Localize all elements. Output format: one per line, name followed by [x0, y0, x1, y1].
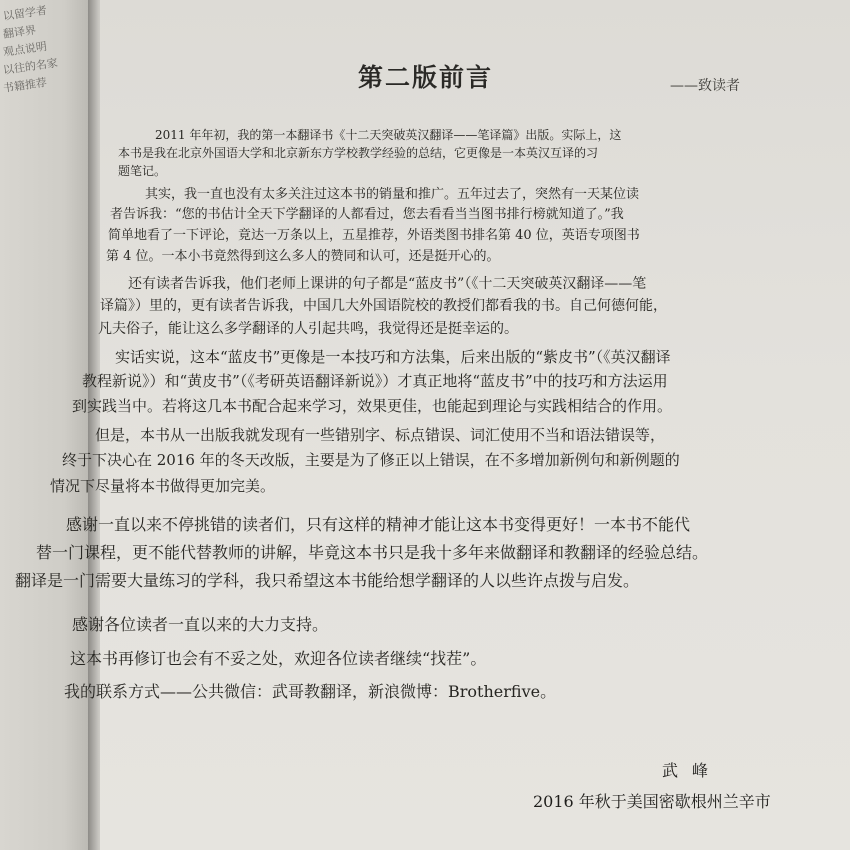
paragraph-line: 到实践当中。若将这几本书配合起来学习，效果更佳，也能起到理论与实践相结合的作用。 [72, 397, 673, 415]
paragraph-line: 还有读者告诉我，他们老师上课讲的句子都是“蓝皮书”（《十二天突破英汉翻译——笔 [128, 276, 647, 292]
previous-page [0, 0, 92, 850]
paragraph-line: 但是，本书从一出版我就发现有一些错别字、标点错误、词汇使用不当和语法错误等， [95, 426, 666, 444]
previous-page-text: 书籍推荐 [2, 75, 48, 95]
page-title: 第二版前言 [358, 63, 494, 92]
paragraph-line: 终于下决心在 2016 年的冬天改版，主要是为了修正以上错误，在不多增加新例句和新例题的 [62, 451, 680, 469]
paragraph-line: 本书是我在北京外国语大学和北京新东方学校教学经验的总结，它更像是一本英汉互译的习 [118, 146, 599, 160]
paragraph-line: 替一门课程，更不能代替教师的讲解，毕竟这本书只是我十多年来做翻译和教翻译的经验总结。 [36, 543, 709, 562]
page-subtitle: ——致读者 [670, 78, 740, 94]
previous-page-text: 翻译界 [2, 23, 37, 41]
signature-name: 武峰 [662, 761, 723, 780]
paragraph-line: 题笔记。 [118, 164, 167, 178]
paragraph-line: 翻译是一门需要大量练习的学科，我只希望这本书能给想学翻译的人以些许点拨与启发。 [15, 571, 640, 590]
paragraph-line: 凡夫俗子，能让这么多学翻译的人引起共鸣，我觉得还是挺幸运的。 [98, 321, 518, 337]
paragraph-line: 者告诉我：“您的书估计全天下学翻译的人都看过，您去看看当当图书排行榜就知道了。”我 [110, 207, 624, 222]
previous-page-text: 以留学者 [2, 3, 48, 23]
paragraph-line: 情况下尽量将本书做得更加完美。 [50, 477, 276, 495]
paragraph-line: 实话实说，这本“蓝皮书”更像是一本技巧和方法集，后来出版的“紫皮书”（《英汉翻译 [115, 348, 671, 366]
paragraph-line: 我的联系方式——公共微信：武哥教翻译，新浪微博：Brotherfive。 [64, 682, 557, 701]
paragraph-line: 第 4 位。一本小书竟然得到这么多人的赞同和认可，还是挺开心的。 [106, 249, 500, 264]
paragraph-line: 其实，我一直也没有太多关注过这本书的销量和推广。五年过去了，突然有一天某位读 [145, 187, 640, 202]
previous-page-text: 观点说明 [2, 39, 48, 59]
paragraph-line: 感谢一直以来不停挑错的读者们，只有这样的精神才能让这本书变得更好！一本书不能代 [66, 515, 691, 534]
paragraph-line: 感谢各位读者一直以来的大力支持。 [72, 615, 329, 634]
paragraph-line: 2011 年年初，我的第一本翻译书《十二天突破英汉翻译——笔译篇》出版。实际上，这 [155, 128, 622, 142]
paragraph-line: 教程新说》）和“黄皮书”（《考研英语翻译新说》）才真正地将“蓝皮书”中的技巧和方法运用 [82, 372, 668, 390]
previous-page-text: 以往的名家 [2, 56, 59, 77]
signature-date: 2016 年秋于美国密歇根州兰辛市 [533, 792, 771, 811]
paragraph-line: 译篇》）里的，更有读者告诉我，中国几大外国语院校的教授们都看我的书。自己何德何能， [100, 298, 667, 314]
paragraph-line: 简单地看了一下评论，竟达一万条以上，五星推荐，外语类图书排名第 40 位，英语专项图书 [108, 228, 640, 243]
paragraph-line: 这本书再修订也会有不妥之处，欢迎各位读者继续“找茬”。 [70, 649, 487, 668]
